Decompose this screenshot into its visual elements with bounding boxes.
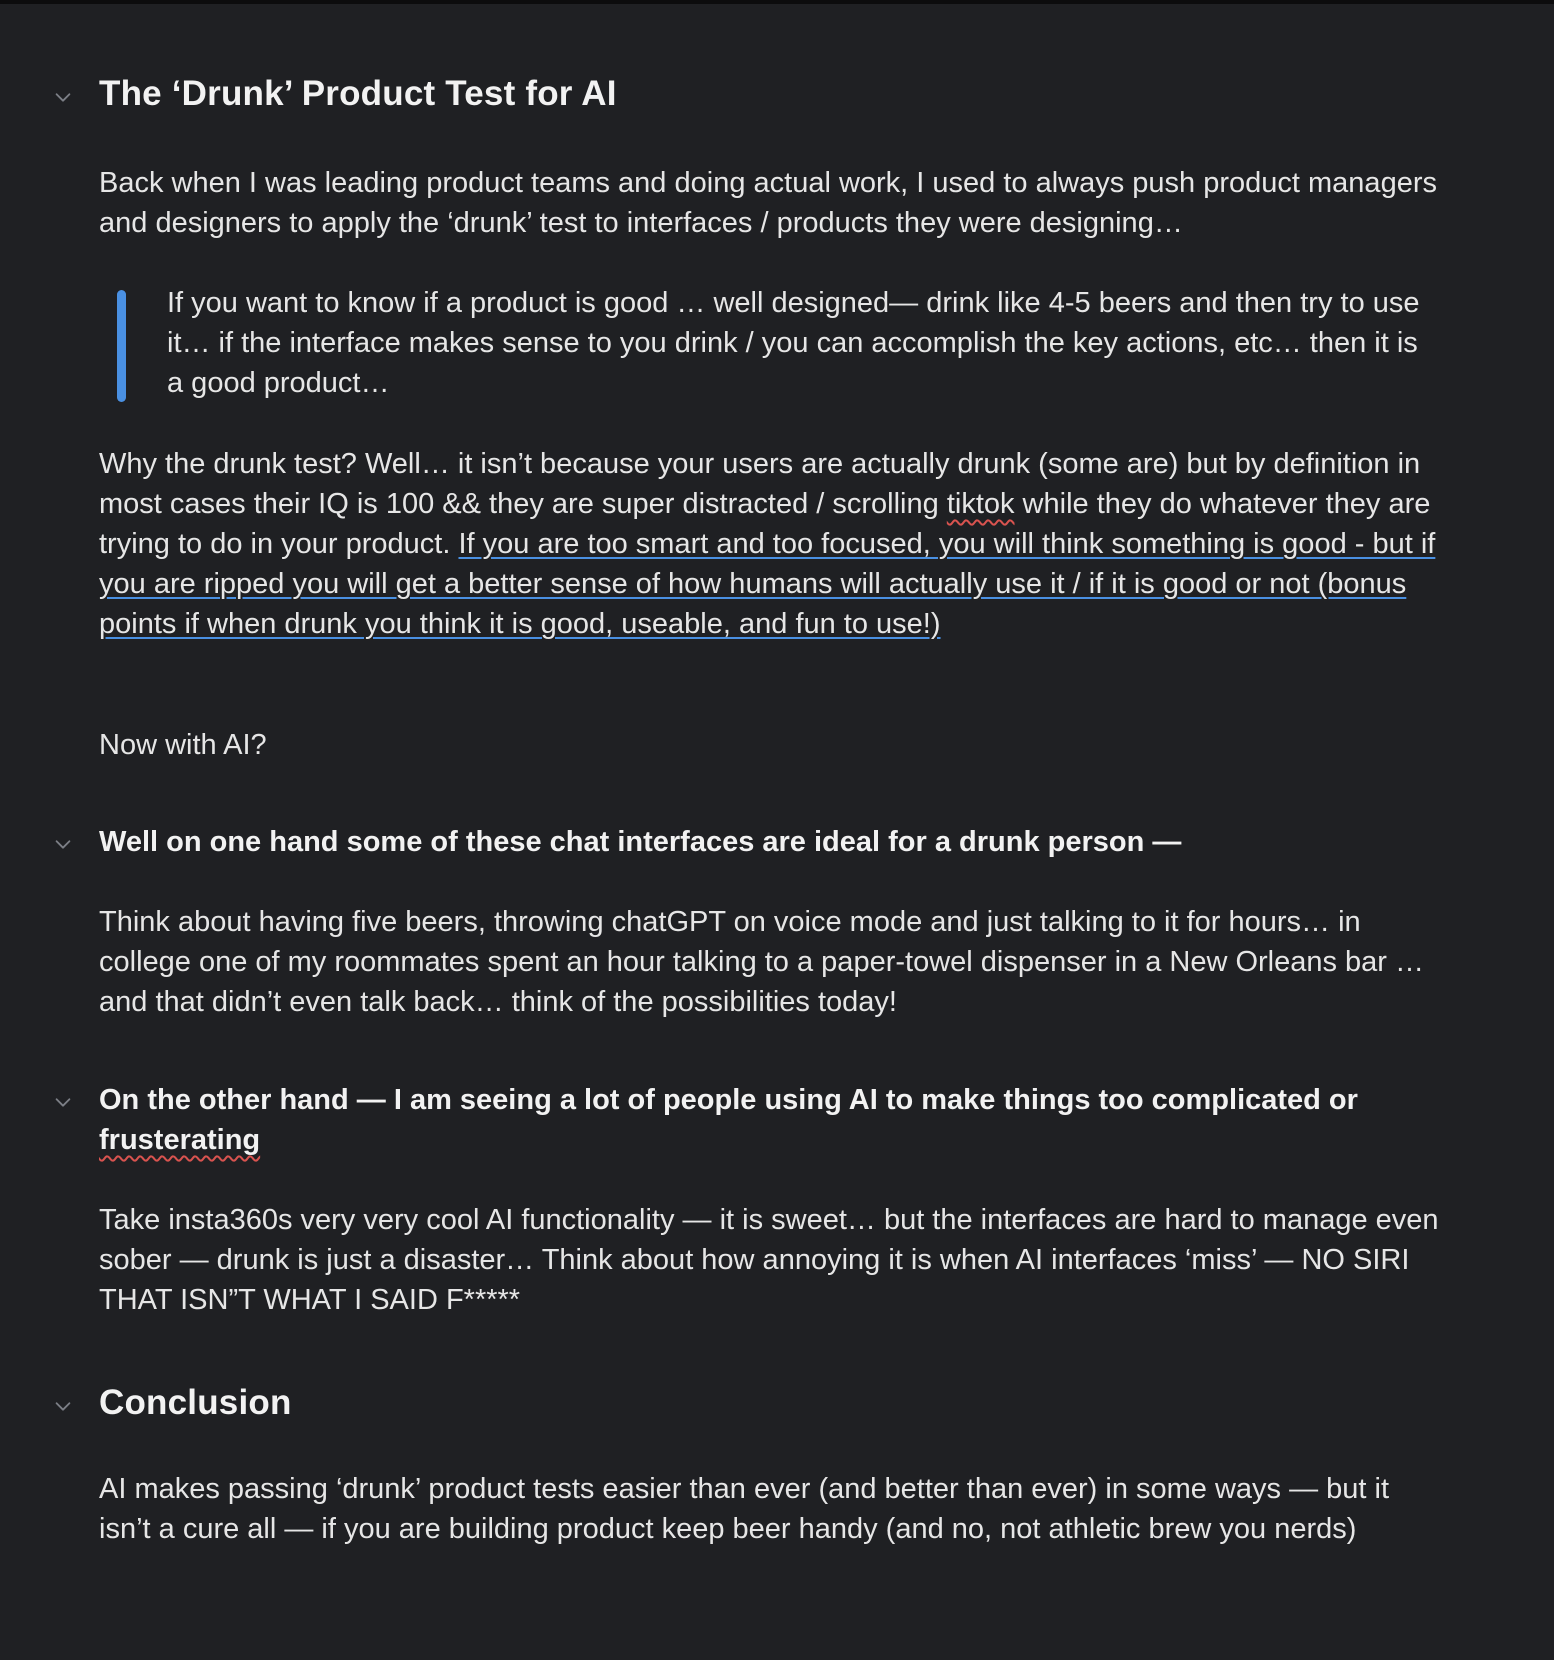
now-with-ai-paragraph: Now with AI?: [99, 729, 267, 761]
section-toggle-conclusion[interactable]: [50, 1393, 76, 1419]
section-heading-one-hand: Well on one hand some of these chat interfaces are ideal for a drunk person —: [99, 826, 1182, 858]
chevron-down-icon: [52, 833, 74, 855]
section-heading-drunk-test: The ‘Drunk’ Product Test for AI: [99, 74, 617, 113]
section-toggle-other-hand[interactable]: [50, 1089, 76, 1115]
section-heading-other-hand: [99, 1080, 1439, 1160]
chevron-down-icon: [52, 86, 74, 108]
chevron-down-icon: [52, 1395, 74, 1417]
why-drunk-link[interactable]: If you are too smart and too focused, you will think something is good - but if you are ripped you will get a better sense of how humans will actually use it / if it is good or not (bonus points if when drunk you think it is good, useable, and fun to use!): [99, 528, 1436, 640]
misspelled-word-frusterating[interactable]: frusterating: [99, 1124, 261, 1156]
conclusion-paragraph: AI makes passing ‘drunk’ product tests easier than ever (and better than ever) in some ways — but it isn’t a cure all — if you are building product keep beer handy (and no, not athletic brew you nerds): [99, 1473, 1390, 1545]
section-toggle-drunk-test[interactable]: [50, 84, 76, 110]
other-hand-heading-text: On the other hand — I am seeing a lot of people using AI to make things too complicated or: [99, 1084, 1358, 1116]
section-heading-conclusion: Conclusion: [99, 1383, 292, 1422]
why-drunk-paragraph: [99, 444, 1439, 644]
other-hand-paragraph: Take insta360s very very cool AI functionality — it is sweet… but the interfaces are hard to manage even sober — drunk is just a disaster… Think about how annoying it is when AI interfaces ‘miss’ — NO SIRI THAT ISN”T WHAT I SAID F*****: [99, 1204, 1439, 1316]
why-text-part1: Why the drunk test? Well… it isn’t because your users are actually drunk (some are) but by definition in most cases their IQ is 100 && they are super distracted / scrolling: [99, 448, 1421, 520]
blockquote-text: If you want to know if a product is good … well designed— drink like 4-5 beers and then try to use it… if the interface makes sense to you drink / you can accomplish the key actions, etc… then it is a good product…: [167, 287, 1420, 399]
blockquote-bar: [117, 290, 126, 402]
one-hand-paragraph: Think about having five beers, throwing chatGPT on voice mode and just talking to it for hours… in college one of my roommates spent an hour talking to a paper-towel dispenser in a New Orleans bar … and that didn’t even talk back… think of the possibilities today!: [99, 906, 1425, 1018]
intro-paragraph: Back when I was leading product teams and doing actual work, I used to always push product managers and designers to apply the ‘drunk’ test to interfaces / products they were designing…: [99, 167, 1437, 239]
section-toggle-one-hand[interactable]: [50, 831, 76, 857]
why-text-part2: while they do whatever they are trying to do in your product.: [99, 488, 1431, 560]
misspelled-word-tiktok[interactable]: tiktok: [946, 488, 1015, 520]
chevron-down-icon: [52, 1091, 74, 1113]
